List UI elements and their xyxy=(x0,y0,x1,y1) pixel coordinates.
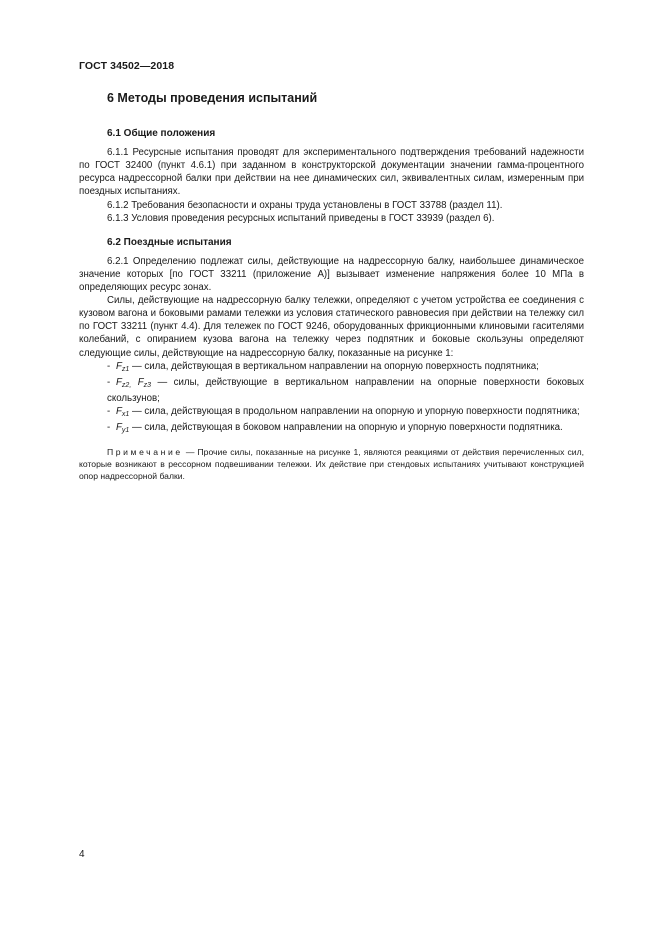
paragraph-6-1-2: 6.1.2 Требования безопасности и охраны труда установлены в ГОСТ 33788 (раздел 11). xyxy=(107,199,503,211)
paragraph-6-2-1: 6.2.1 Определению подлежат силы, действующие на надрессорную балку, наибольшее динамическое значение которых [по ГОСТ 33211 (приложение А)] вызывает изменение напряжения более 10 МПа в определяющих ресурс зонах. xyxy=(79,255,584,294)
force-symbol: F xyxy=(116,405,122,417)
force-symbol: F xyxy=(116,376,122,388)
force-subscript: z2, xyxy=(121,381,132,389)
paragraph-6-1-1: 6.1.1 Ресурсные испытания проводят для экспериментального подтверждения требований надежности по ГОСТ 32400 (пункт 4.6.1) при заданном в конструкторской документации значении гамма-процентного ресурса надрессорной балки при действии на нее динамических сил, эквивалентных силам, измеренным при поездных испытаниях. xyxy=(79,147,584,198)
force-subscript: z3 xyxy=(143,381,152,389)
force-subscript: z1 xyxy=(121,365,130,373)
page-number: 4 xyxy=(79,849,85,860)
page-content xyxy=(79,90,584,482)
list-item: - $F_{x1}$ — сила, действующая в продольном направлении на опорную и упорную поверхности подпятника; xyxy=(107,405,580,418)
list-item: - $F_{y1}$ — сила, действующая в боковом направлении на опорную и упорную поверхности подпятника. xyxy=(107,421,563,434)
paragraph-forces-intro: Силы, действующие на надрессорную балку тележки, определяют с учетом устройства ее соединения с кузовом вагона и боковыми рамами тележки из условия статического равновесия при действии на тележку сил по ГОСТ 33211 (пункт 4.4). Для тележек по ГОСТ 9246, оборудованных фрикционными клиновыми гасителями колебаний, с опиранием кузова вагона на тележку через подпятник и боковые скользуны определяют следующие силы, действующие на надрессорную балку, показанные на рисунке 1: xyxy=(79,295,584,359)
note-label: Примечание xyxy=(107,447,183,458)
section-title: 6 Методы проведения испытаний xyxy=(107,91,318,105)
force-symbol: F xyxy=(137,376,144,388)
force-subscript: x1 xyxy=(121,410,130,418)
force-subscript: y1 xyxy=(121,426,130,434)
standard-header: ГОСТ 34502—2018 xyxy=(79,60,175,72)
list-item: - $F_{z2,}$ $F_{z3}$ — силы, действующие в вертикальном направлении на опорные поверхности боковых скользунов; xyxy=(107,376,584,404)
note xyxy=(79,446,584,482)
subsection-title-6-2: 6.2 Поездные испытания xyxy=(107,236,232,248)
list-item: - $F_{z1}$ — сила, действующая в вертикальном направлении на опорную поверхность подпятника; xyxy=(107,360,539,373)
paragraph-6-1-3: 6.1.3 Условия проведения ресурсных испытаний приведены в ГОСТ 33939 (раздел 6). xyxy=(107,212,495,224)
force-symbol: F xyxy=(116,360,122,372)
subsection-title-6-1: 6.1 Общие положения xyxy=(107,128,216,140)
force-symbol: F xyxy=(116,421,122,433)
note-text: — Прочие силы, показанные на рисунке 1, являются реакциями от действия перечисленных сил, которые возникают в рессорном подвешивании тележки. Их действие при стендовых испытаниях учитывают конструкцией опор надрессорной балки. xyxy=(79,447,584,482)
